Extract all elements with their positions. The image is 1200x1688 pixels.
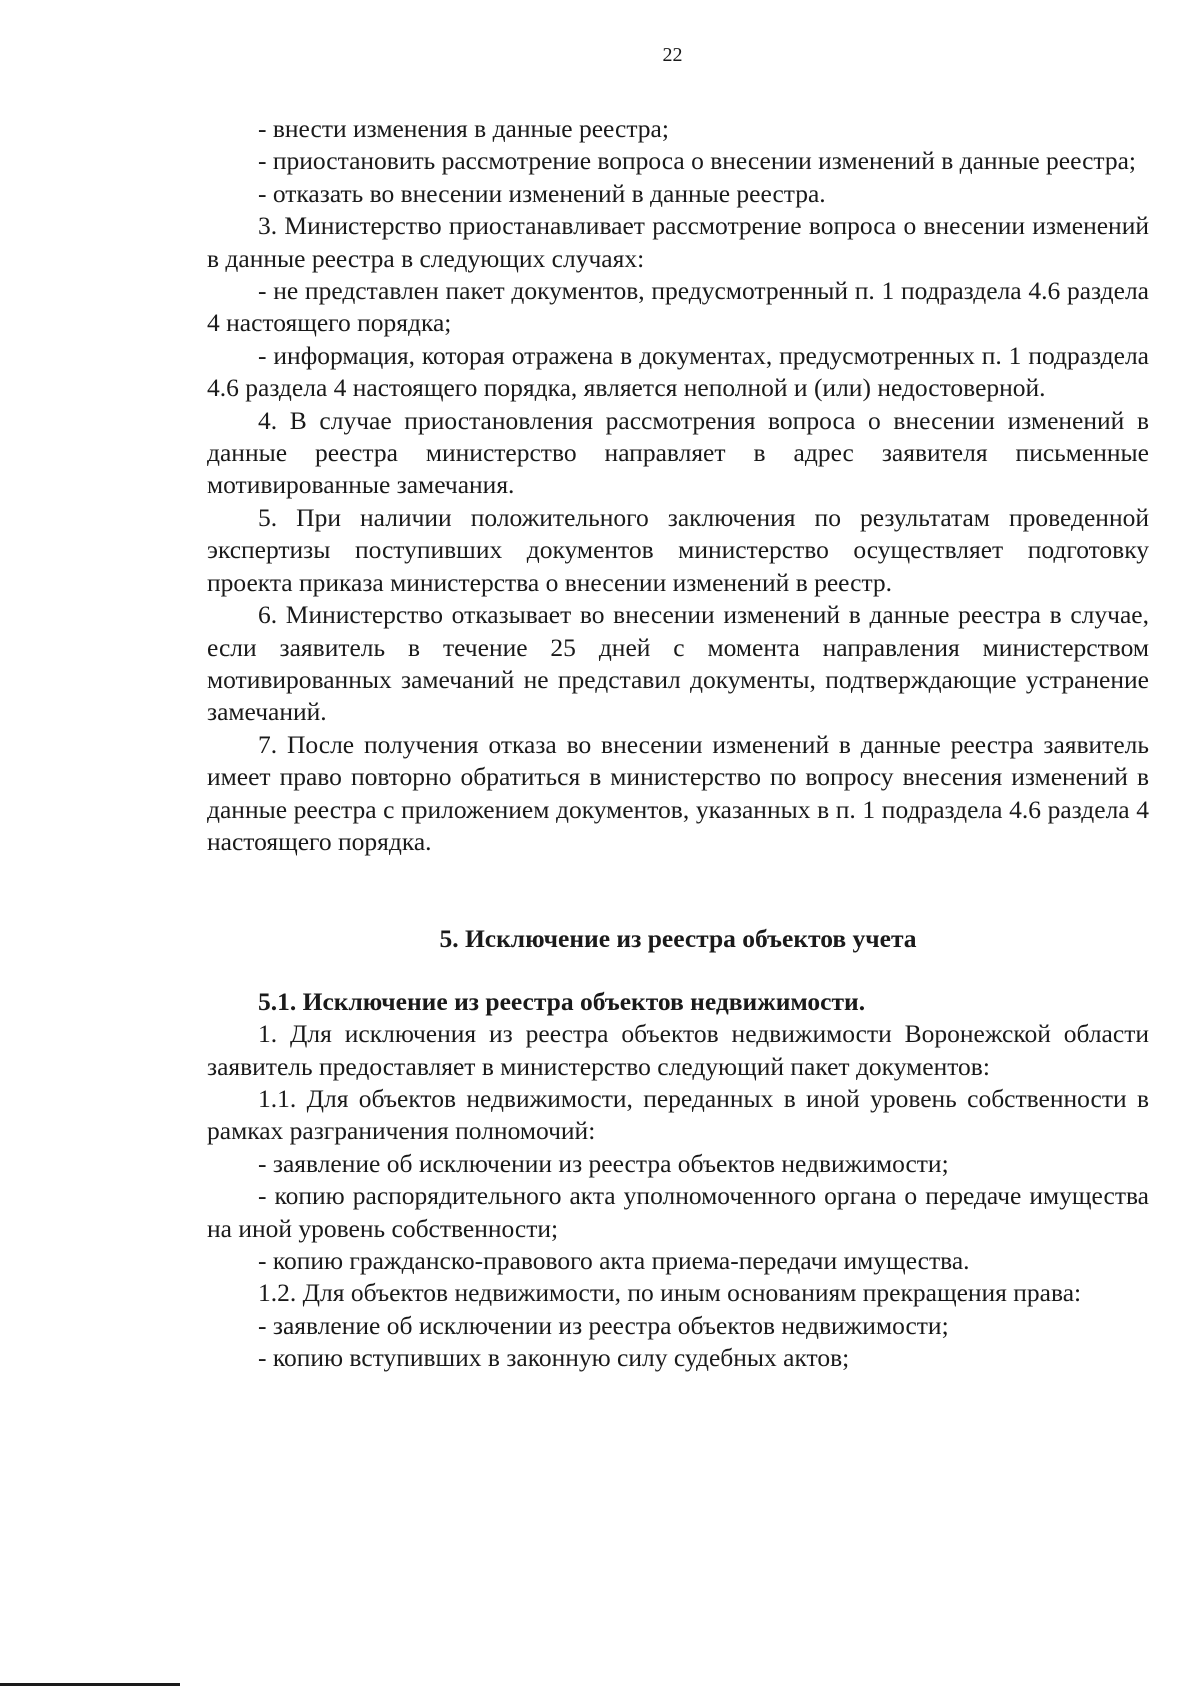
footer-rule bbox=[0, 1683, 180, 1686]
paragraph: - копию вступивших в законную силу судебных актов; bbox=[258, 1343, 850, 1373]
paragraph: 4. В случае приостановления рассмотрения вопроса о внесении изменений в данные реестра министерство направляет в адрес заявителя письменные мотивированные замечания. bbox=[207, 405, 1149, 500]
section-heading: 5. Исключение из реестра объектов учета bbox=[439, 924, 917, 954]
paragraph: 7. После получения отказа во внесении изменений в данные реестра заявитель имеет право повторно обратиться в министерство по вопросу внесения изменений в данные реестра с приложением документов, указанных в п. 1 подраздела 4.6 раздела 4 настоящего порядка. bbox=[207, 729, 1149, 856]
paragraph: - информация, которая отражена в документах, предусмотренных п. 1 подраздела 4.6 раздела 4 настоящего порядка, является неполной и (или) недостоверной. bbox=[207, 340, 1149, 403]
paragraph: - не представлен пакет документов, предусмотренный п. 1 подраздела 4.6 раздела 4 настоящего порядка; bbox=[207, 276, 1149, 338]
document-body bbox=[207, 113, 1149, 1375]
paragraph: - копию гражданско-правового акта приема-передачи имущества. bbox=[258, 1246, 970, 1275]
subsection-heading: 5.1. Исключение из реестра объектов недвижимости. bbox=[258, 986, 866, 1016]
spacer bbox=[207, 956, 1149, 986]
paragraph: - заявление об исключении из реестра объектов недвижимости; bbox=[258, 1310, 949, 1340]
page-number: 22 bbox=[662, 44, 683, 66]
paragraph: - отказать во внесении изменений в данные реестра. bbox=[258, 178, 826, 208]
paragraph: - внести изменения в данные реестра; bbox=[258, 114, 669, 143]
paragraph: 1.1. Для объектов недвижимости, переданных в иной уровень собственности в рамках разграничения полномочий: bbox=[207, 1083, 1149, 1146]
paragraph: 6. Министерство отказывает во внесении изменений в данные реестра в случае, если заявитель в течение 25 дней с момента направления министерством мотивированных замечаний не представил документы, подтверждающие устранение замечаний. bbox=[207, 600, 1149, 727]
paragraph: 1.2. Для объектов недвижимости, по иным основаниям прекращения права: bbox=[258, 1278, 1082, 1308]
paragraph: - заявление об исключении из реестра объектов недвижимости; bbox=[258, 1148, 949, 1178]
spacer bbox=[207, 858, 1149, 923]
paragraph: 1. Для исключения из реестра объектов недвижимости Воронежской области заявитель предоставляет в министерство следующий пакет документов: bbox=[207, 1019, 1149, 1081]
paragraph: 5. При наличии положительного заключения по результатам проведенной экспертизы поступивших документов министерство осуществляет подготовку проекта приказа министерства о внесении изменений в реестр. bbox=[207, 502, 1149, 597]
paragraph: - копию распорядительного акта уполномоченного органа о передаче имущества на иной уровень собственности; bbox=[207, 1181, 1149, 1243]
paragraph: 3. Министерство приостанавливает рассмотрение вопроса о внесении изменений в данные реестра в следующих случаях: bbox=[207, 211, 1149, 273]
paragraph: - приостановить рассмотрение вопроса о внесении изменений в данные реестра; bbox=[258, 146, 1136, 176]
